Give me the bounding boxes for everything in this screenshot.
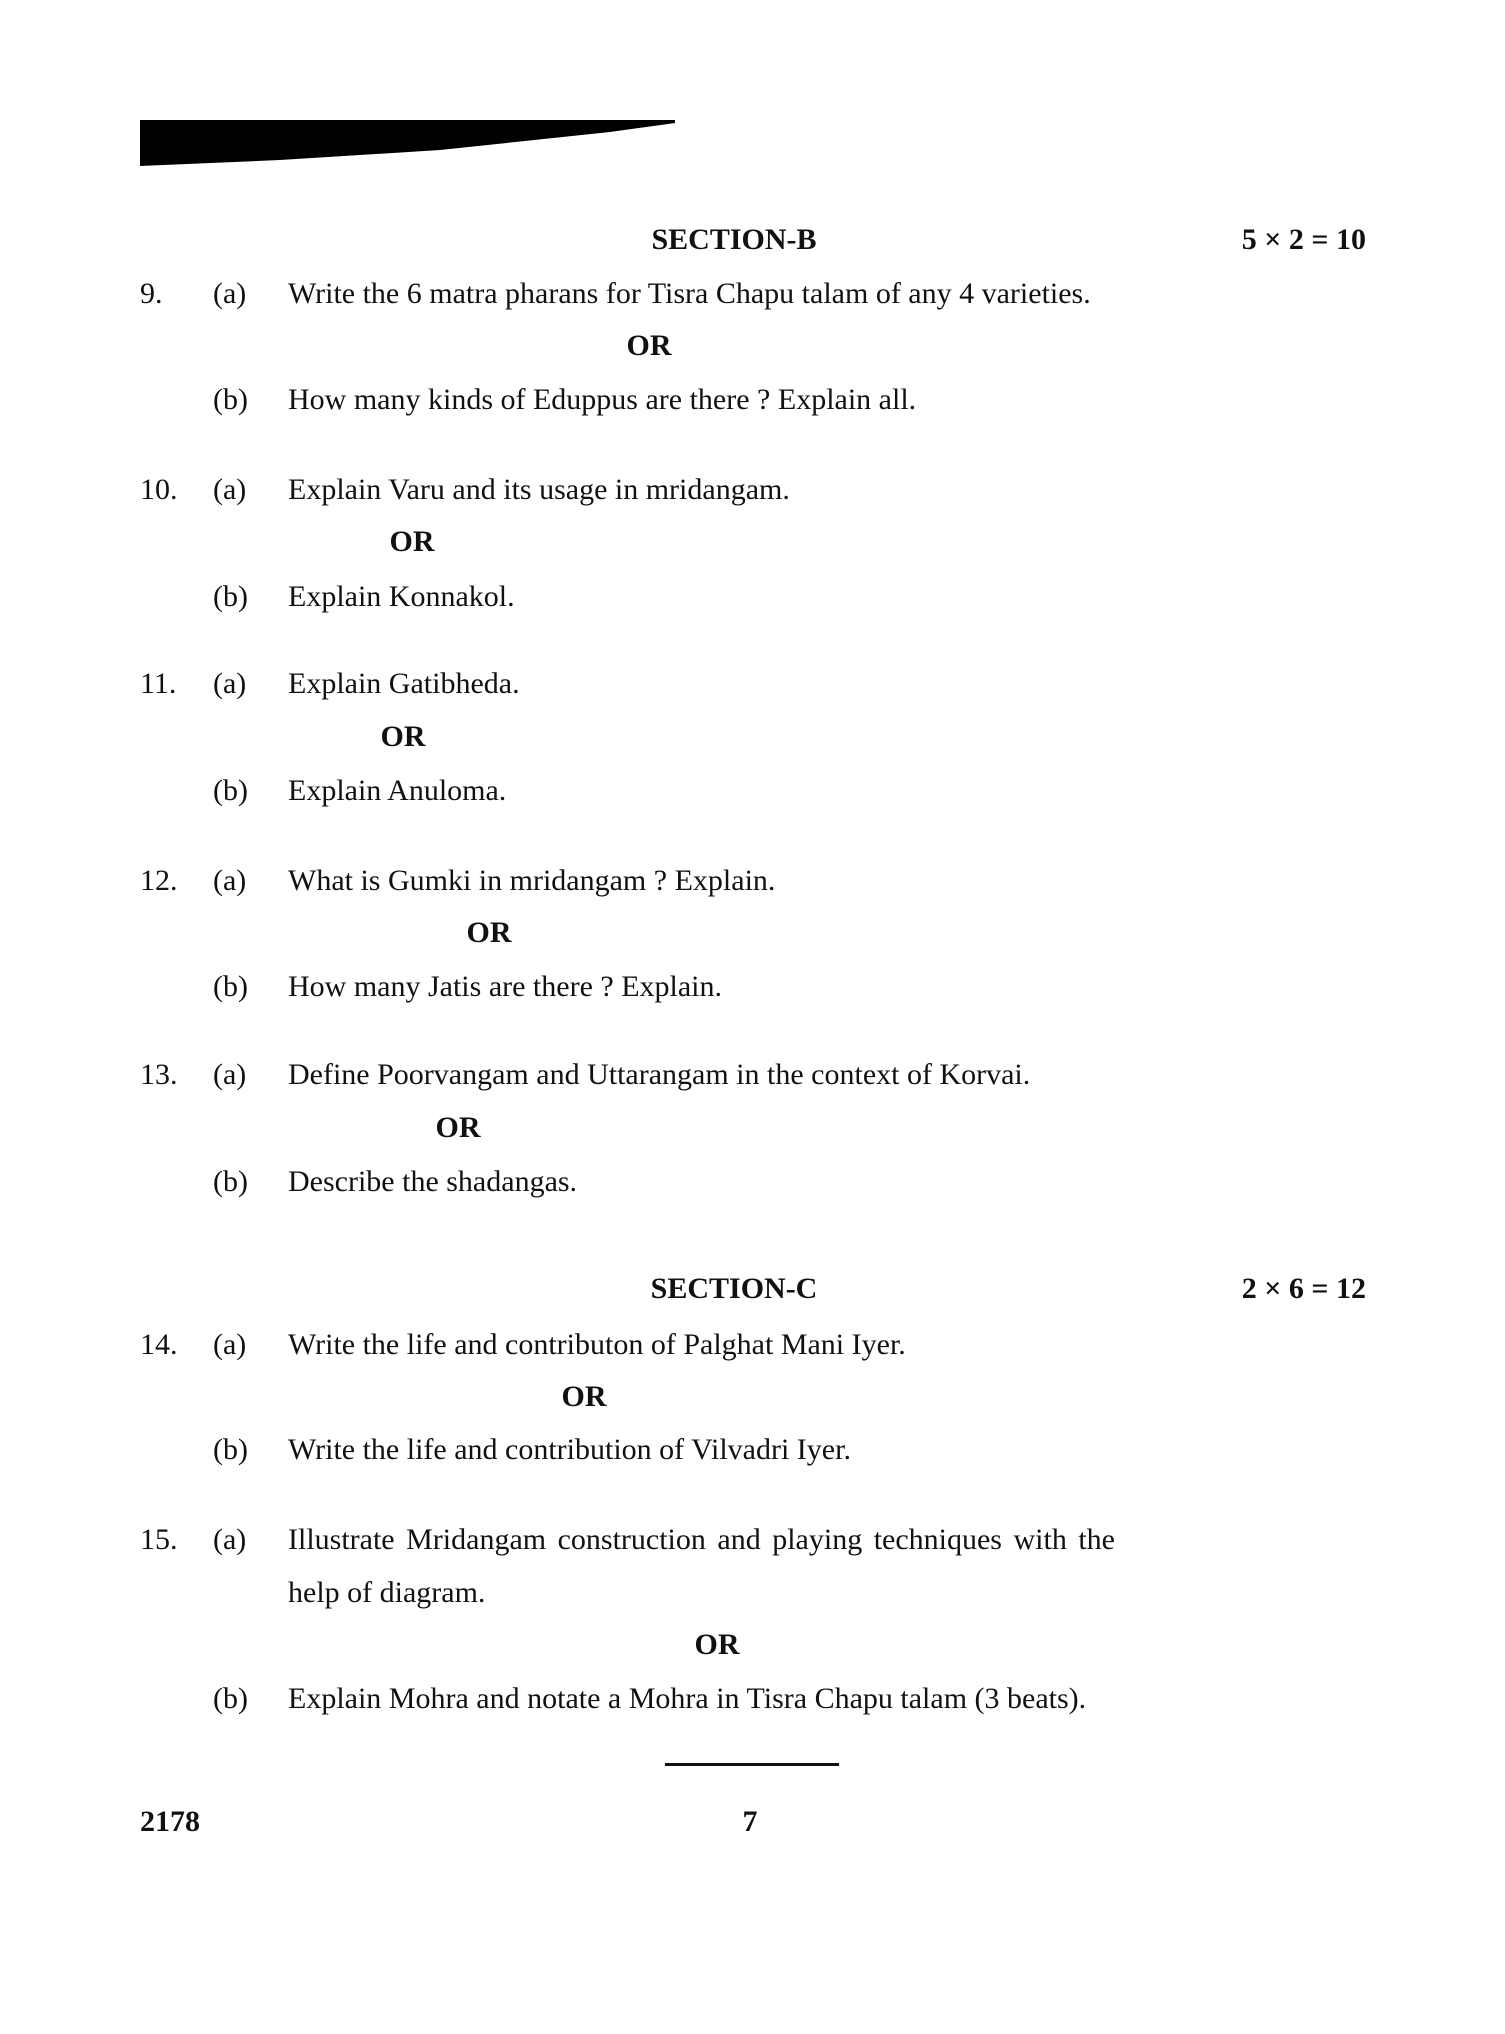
question-10b-text: Explain Konnakol. [288, 580, 515, 613]
question-14a-text: Write the life and contributon of Palghat Mani Iyer. [288, 1328, 906, 1361]
part-b-label: (b) [213, 580, 248, 613]
part-a-label: (a) [213, 277, 247, 310]
part-a-label: (a) [213, 1328, 247, 1361]
question-number: 9. [140, 277, 163, 310]
question-9a-text: Write the 6 matra pharans for Tisra Chapu talam of any 4 varieties. [288, 277, 1091, 310]
part-a-label: (a) [213, 1523, 247, 1556]
section-c-marks: 2 × 6 = 12 [1241, 1272, 1366, 1305]
question-12a-text: What is Gumki in mridangam ? Explain. [288, 864, 776, 897]
or-label: OR [389, 525, 435, 558]
part-b-label: (b) [213, 970, 248, 1003]
part-a-label: (a) [213, 1058, 247, 1091]
part-a-label: (a) [213, 667, 247, 700]
section-c-title: SECTION-C [650, 1272, 818, 1305]
section-b-marks: 5 × 2 = 10 [1241, 223, 1366, 256]
or-label: OR [435, 1111, 481, 1144]
part-b-label: (b) [213, 383, 248, 416]
or-label: OR [694, 1628, 740, 1661]
question-10a-text: Explain Varu and its usage in mridangam. [288, 473, 790, 506]
or-label: OR [380, 720, 426, 753]
or-label: OR [561, 1380, 607, 1413]
part-a-label: (a) [213, 473, 247, 506]
paper-code: 2178 [140, 1805, 200, 1838]
question-number: 12. [140, 864, 178, 897]
part-b-label: (b) [213, 1682, 248, 1715]
question-12b-text: How many Jatis are there ? Explain. [288, 970, 723, 1003]
or-label: OR [466, 916, 512, 949]
part-a-label: (a) [213, 864, 247, 897]
question-number: 14. [140, 1328, 178, 1361]
black-header-bar [140, 120, 675, 166]
question-9b-text: How many kinds of Eduppus are there ? Explain all. [288, 383, 917, 416]
question-number: 15. [140, 1523, 178, 1556]
part-b-label: (b) [213, 1433, 248, 1466]
question-11a-text: Explain Gatibheda. [288, 667, 520, 700]
question-15b-text: Explain Mohra and notate a Mohra in Tisra Chapu talam (3 beats). [288, 1682, 1087, 1715]
question-13b-text: Describe the shadangas. [288, 1165, 578, 1198]
question-number: 11. [140, 667, 177, 700]
or-label: OR [626, 329, 672, 362]
question-number: 13. [140, 1058, 178, 1091]
question-15a-text: Illustrate Mridangam construction and playing techniques with the [288, 1523, 1115, 1556]
question-number: 10. [140, 473, 178, 506]
part-b-label: (b) [213, 774, 248, 807]
question-11b-text: Explain Anuloma. [288, 774, 507, 807]
question-13a-text: Define Poorvangam and Uttarangam in the context of Korvai. [288, 1058, 1031, 1091]
question-14b-text: Write the life and contribution of Vilvadri Iyer. [288, 1433, 851, 1466]
page-number: 7 [742, 1805, 758, 1838]
end-rule [665, 1763, 839, 1766]
section-b-title: SECTION-B [651, 223, 817, 256]
part-b-label: (b) [213, 1165, 248, 1198]
question-15a-text-continued: help of diagram. [288, 1576, 486, 1609]
